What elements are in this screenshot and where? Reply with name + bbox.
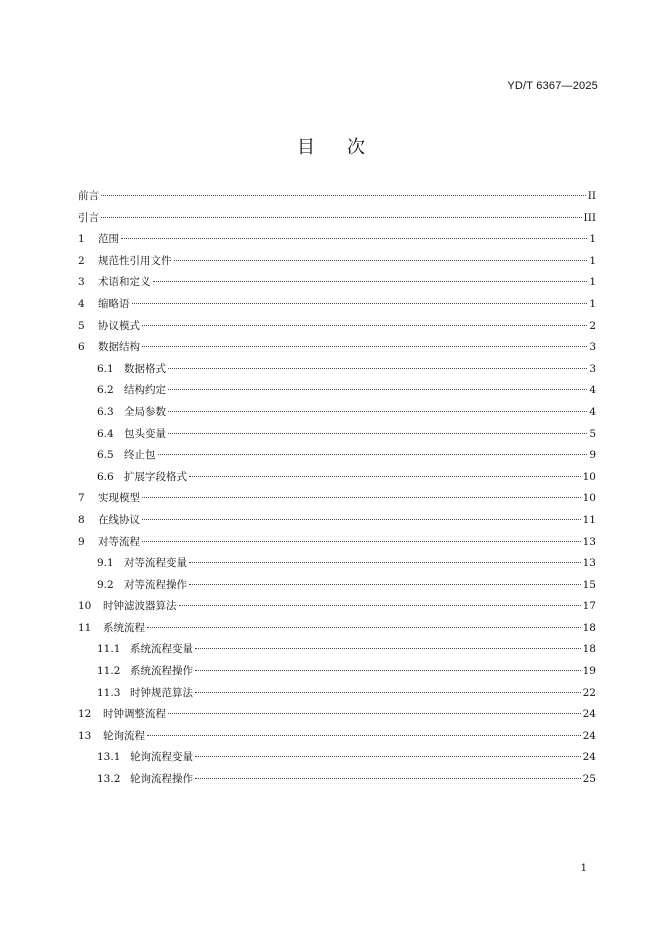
dot-leader	[195, 756, 581, 757]
dot-leader	[142, 497, 581, 498]
toc-entry-number: 6.6	[97, 470, 114, 483]
toc-entry[interactable]	[78, 404, 596, 426]
toc-entry-number: 11.1	[97, 643, 121, 656]
dot-leader	[158, 454, 588, 455]
dot-leader	[101, 195, 586, 196]
toc-entry-title: 前言	[78, 190, 99, 202]
toc-entry-title: 时钟调整流程	[103, 708, 166, 721]
dot-leader	[168, 368, 587, 369]
toc-entry-title: 时钟滤波器算法	[103, 600, 177, 613]
toc-entry[interactable]	[78, 598, 596, 620]
dot-leader	[168, 433, 587, 434]
toc-entry-page: 3	[589, 362, 596, 375]
table-of-contents	[78, 188, 596, 793]
toc-entry-number: 13	[78, 729, 92, 742]
dot-leader	[195, 648, 581, 649]
toc-entry[interactable]	[78, 296, 596, 318]
toc-entry-title: 系统流程操作	[130, 665, 193, 678]
toc-entry-title: 数据格式	[124, 362, 166, 375]
toc-entry-page: 4	[589, 405, 596, 418]
toc-entry-page: 13	[582, 535, 596, 548]
dot-leader	[179, 605, 581, 606]
toc-entry-title: 时钟规范算法	[130, 686, 193, 699]
toc-entry[interactable]	[78, 490, 596, 512]
page-number: 1	[580, 863, 587, 874]
toc-entry-page: 18	[582, 621, 596, 634]
dot-leader	[189, 584, 581, 585]
toc-entry-page: 1	[589, 254, 596, 267]
toc-entry-page: 1	[589, 297, 596, 310]
dot-leader	[142, 325, 587, 326]
toc-entry[interactable]	[78, 318, 596, 340]
dot-leader	[142, 541, 581, 542]
toc-entry[interactable]	[78, 728, 596, 750]
toc-entry-number: 6	[78, 341, 85, 354]
dot-leader	[142, 519, 581, 520]
toc-entry-title: 实现模型	[98, 492, 140, 505]
toc-entry-title: 规范性引用文件	[98, 254, 172, 267]
toc-entry-number: 6.5	[97, 449, 114, 462]
dot-leader	[195, 670, 581, 671]
page-title: 目次	[297, 137, 397, 158]
toc-entry[interactable]	[78, 210, 596, 232]
toc-entry-page: 2	[589, 319, 596, 332]
toc-entry[interactable]	[78, 253, 596, 275]
toc-entry-title: 系统流程	[103, 621, 145, 634]
toc-entry-title: 术语和定义	[98, 276, 151, 289]
toc-entry[interactable]	[78, 577, 596, 599]
toc-entry[interactable]	[78, 555, 596, 577]
toc-entry-title: 对等流程变量	[124, 557, 187, 570]
toc-entry-title: 系统流程变量	[130, 643, 193, 656]
dot-leader	[168, 411, 587, 412]
toc-entry[interactable]	[78, 339, 596, 361]
toc-entry-number: 11.3	[97, 686, 121, 699]
dot-leader	[189, 562, 581, 563]
toc-entry-page: 24	[582, 729, 596, 742]
toc-entry-title: 数据结构	[98, 341, 140, 354]
toc-entry-number: 5	[78, 319, 85, 332]
toc-entry[interactable]	[78, 534, 596, 556]
toc-entry-number: 11	[78, 621, 92, 634]
toc-entry[interactable]	[78, 447, 596, 469]
toc-entry-title: 引言	[78, 211, 99, 224]
toc-entry-page: 25	[582, 773, 596, 786]
toc-entry[interactable]	[78, 382, 596, 404]
dot-leader	[153, 281, 588, 282]
toc-entry-page: 24	[582, 708, 596, 721]
toc-entry-page: 13	[582, 557, 596, 570]
toc-entry-number: 3	[78, 276, 85, 289]
toc-entry-title: 包头变量	[124, 427, 166, 440]
dot-leader	[195, 778, 581, 779]
toc-entry-page: III	[583, 211, 596, 224]
toc-entry-number: 8	[78, 513, 85, 526]
toc-entry-number: 9.2	[97, 578, 114, 591]
toc-entry-title: 在线协议	[98, 513, 140, 526]
toc-entry-title: 对等流程	[98, 535, 140, 548]
toc-entry[interactable]	[78, 685, 596, 707]
dot-leader	[168, 389, 587, 390]
toc-entry-page: 15	[582, 578, 596, 591]
toc-entry[interactable]	[78, 620, 596, 642]
standard-code: YD/T 6367—2025	[507, 80, 598, 92]
toc-entry[interactable]	[78, 469, 596, 491]
dot-leader	[142, 346, 587, 347]
toc-entry[interactable]	[78, 641, 596, 663]
toc-entry-page: 9	[589, 449, 596, 462]
toc-entry[interactable]	[78, 361, 596, 383]
toc-entry[interactable]	[78, 231, 596, 253]
toc-entry-page: 4	[589, 384, 596, 397]
dot-leader	[147, 627, 581, 628]
toc-entry-number: 4	[78, 297, 85, 310]
toc-entry-title: 缩略语	[98, 297, 130, 310]
toc-entry-number: 2	[78, 254, 85, 267]
toc-entry-page: 11	[582, 513, 596, 526]
toc-entry[interactable]	[78, 188, 596, 210]
toc-entry-number: 6.1	[97, 362, 114, 375]
toc-entry-number: 6.3	[97, 405, 114, 418]
toc-entry-title: 范围	[98, 233, 119, 246]
toc-entry-number: 1	[78, 233, 85, 246]
toc-entry-number: 6.4	[97, 427, 114, 440]
dot-leader	[101, 217, 582, 218]
dot-leader	[132, 303, 588, 304]
toc-entry-title: 轮询流程操作	[130, 773, 193, 786]
dot-leader	[174, 260, 588, 261]
toc-entry-title: 轮询流程变量	[130, 751, 193, 764]
toc-entry-number: 9	[78, 535, 85, 548]
dot-leader	[121, 238, 587, 239]
toc-entry-page: II	[587, 190, 596, 202]
toc-entry-page: 17	[582, 600, 596, 613]
toc-entry-page: 19	[582, 665, 596, 678]
toc-entry-page: 18	[582, 643, 596, 656]
toc-entry-title: 协议模式	[98, 319, 140, 332]
toc-entry[interactable]	[78, 426, 596, 448]
toc-entry-page: 1	[589, 276, 596, 289]
toc-entry-title: 对等流程操作	[124, 578, 187, 591]
toc-entry-title: 终止包	[124, 449, 156, 462]
toc-entry-page: 1	[589, 233, 596, 246]
toc-entry-title: 扩展字段格式	[124, 470, 187, 483]
toc-entry-page: 10	[582, 470, 596, 483]
toc-entry-number: 13.1	[97, 751, 121, 764]
toc-entry-page: 10	[582, 492, 596, 505]
dot-leader	[195, 692, 581, 693]
toc-entry[interactable]	[78, 771, 596, 793]
toc-entry-number: 13.2	[97, 773, 121, 786]
toc-entry-page: 24	[582, 751, 596, 764]
toc-entry[interactable]	[78, 274, 596, 296]
toc-entry-title: 轮询流程	[103, 729, 145, 742]
toc-entry-number: 6.2	[97, 384, 114, 397]
toc-entry-title: 全局参数	[124, 405, 166, 418]
dot-leader	[147, 735, 581, 736]
toc-entry-number: 9.1	[97, 557, 114, 570]
toc-entry-page: 22	[582, 686, 596, 699]
toc-entry-page: 3	[589, 341, 596, 354]
dot-leader	[168, 713, 581, 714]
toc-entry-number: 11.2	[97, 665, 121, 678]
toc-entry[interactable]	[78, 706, 596, 728]
toc-entry[interactable]	[78, 749, 596, 771]
toc-entry-title: 结构约定	[124, 384, 166, 397]
toc-entry-number: 12	[78, 708, 92, 721]
toc-entry-number: 7	[78, 492, 85, 505]
toc-entry[interactable]	[78, 663, 596, 685]
toc-entry-page: 5	[589, 427, 596, 440]
toc-entry[interactable]	[78, 512, 596, 534]
toc-entry-number: 10	[78, 600, 92, 613]
dot-leader	[189, 476, 581, 477]
